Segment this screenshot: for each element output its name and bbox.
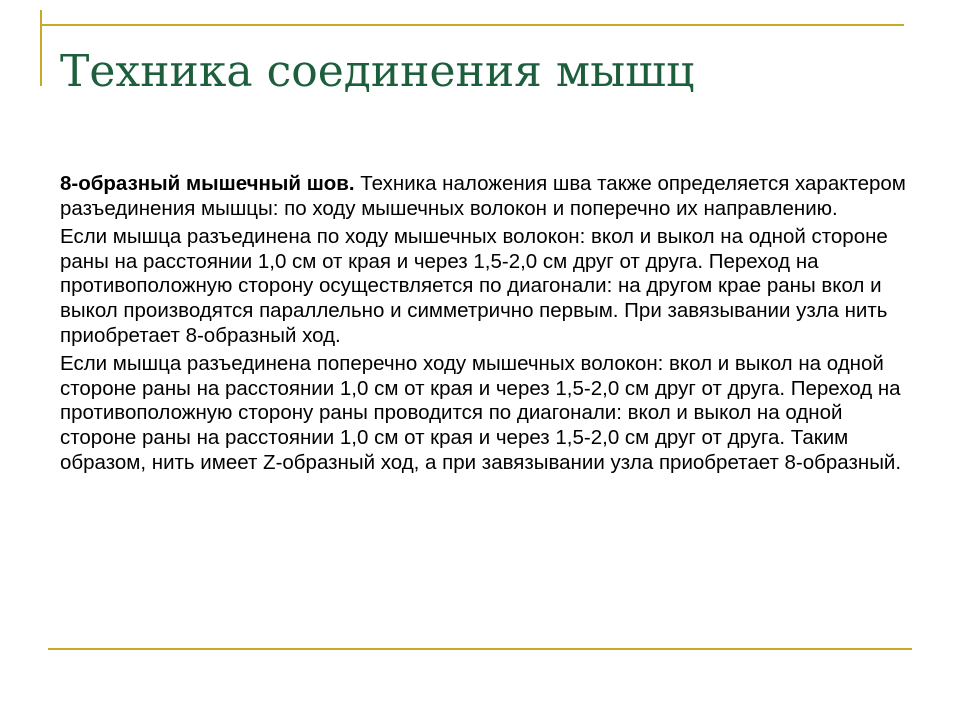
slide-title: Техника соединения мышц [60, 46, 695, 97]
paragraph-1-text: Техника наложения шва также определяется характером разъединения мышцы: по ходу мышечных волокон и поперечно их направлению. [60, 172, 906, 220]
paragraph-2 [60, 225, 910, 348]
slide-body [60, 172, 910, 479]
paragraph-3-text: Если мышца разъединена поперечно ходу мышечных волокон: вкол и выкол на одной стороне раны на расстоянии 1,0 см от края и через 1,5-2,0 см друг от друга. Переход на противоположную сторону раны проводится по диагонали: вкол и выкол на одной стороне раны на расстоянии 1,0 см от края и через 1,5-2,0 см друг от друга. Таким образом, нить имеет Z-образный ход, а при завязывании узла приобретает 8-образный. [60, 352, 902, 474]
left-rule [40, 10, 42, 86]
bottom-rule [48, 648, 912, 650]
paragraph-3 [60, 352, 910, 475]
top-rule [40, 24, 904, 26]
paragraph-1-lead: 8-образный мышечный шов. [60, 172, 355, 195]
paragraph-2-text: Если мышца разъединена по ходу мышечных волокон: вкол и выкол на одной стороне раны на расстоянии 1,0 см от края и через 1,5-2,0 см друг от друга. Переход на противоположную сторону осуществляется по диагонали: на другом крае раны вкол и выкол производятся параллельно и симметрично первым. При завязывании узла нить приобретает 8-образный ход. [60, 225, 888, 347]
paragraph-1 [60, 172, 910, 221]
